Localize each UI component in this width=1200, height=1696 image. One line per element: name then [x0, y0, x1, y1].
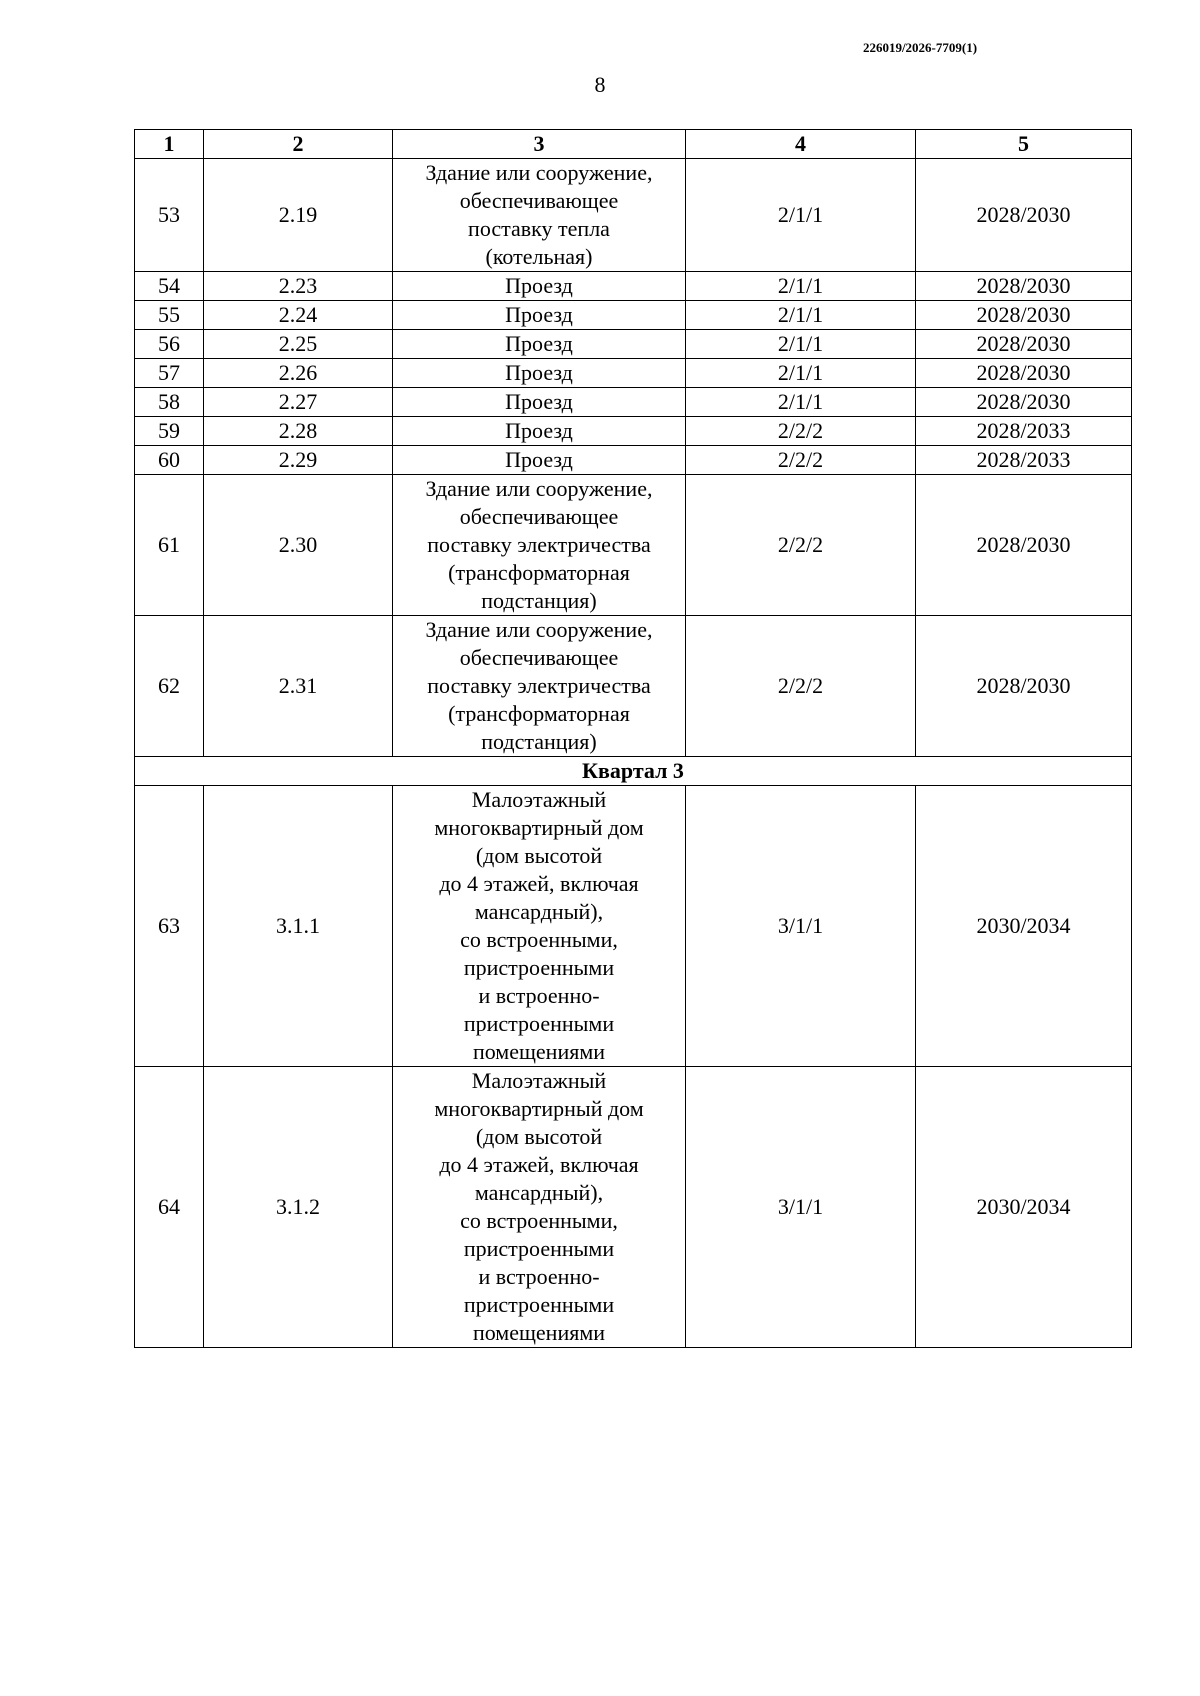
- cell-years: 2028/2030: [916, 272, 1132, 301]
- object-name-line: помещениями: [472, 1039, 606, 1064]
- cell-object-name: [393, 301, 686, 330]
- section-title: Квартал 3: [135, 757, 1132, 786]
- cell-years: 2028/2030: [916, 616, 1132, 757]
- object-name-line: (котельная): [485, 244, 593, 269]
- section-row: [135, 757, 1132, 786]
- cell-code: 2.26: [204, 359, 393, 388]
- cell-years: 2028/2030: [916, 330, 1132, 359]
- object-name-line: помещениями: [472, 1320, 606, 1345]
- object-name-line: (дом высотой: [475, 1124, 603, 1149]
- cell-number: 62: [135, 616, 204, 757]
- object-name-line: Здание или сооружение,: [425, 476, 653, 501]
- table-row: [135, 159, 1132, 272]
- column-header: 5: [916, 130, 1132, 159]
- object-name-line: Проезд: [505, 331, 573, 356]
- cell-number: 58: [135, 388, 204, 417]
- cell-years: 2028/2033: [916, 417, 1132, 446]
- object-name-line: обеспечивающее: [459, 645, 619, 670]
- table-row: [135, 786, 1132, 1067]
- object-name-line: пристроенными: [463, 955, 615, 980]
- object-name-line: со встроенными,: [460, 1208, 618, 1233]
- object-name-line: поставку электричества: [427, 673, 651, 698]
- table-row: [135, 475, 1132, 616]
- table-body-kvartal-3: [135, 786, 1132, 1348]
- object-name-line: поставку тепла: [468, 216, 610, 241]
- cell-code: 2.29: [204, 446, 393, 475]
- cell-number: 60: [135, 446, 204, 475]
- cell-stage: 2/1/1: [686, 388, 916, 417]
- data-table: [134, 129, 1132, 1348]
- cell-code: 2.19: [204, 159, 393, 272]
- object-name-line: поставку электричества: [427, 532, 651, 557]
- cell-code: 2.25: [204, 330, 393, 359]
- cell-number: 57: [135, 359, 204, 388]
- object-name-line: многоквартирный дом: [434, 815, 644, 840]
- cell-code: 2.24: [204, 301, 393, 330]
- object-name-line: (дом высотой: [475, 843, 603, 868]
- cell-object-name: [393, 388, 686, 417]
- cell-years: 2028/2030: [916, 475, 1132, 616]
- object-name-line: пристроенными: [463, 1236, 615, 1261]
- object-name-line: Проезд: [505, 273, 573, 298]
- table-row: [135, 301, 1132, 330]
- column-header: 4: [686, 130, 916, 159]
- cell-stage: 2/1/1: [686, 330, 916, 359]
- cell-number: 55: [135, 301, 204, 330]
- cell-stage: 2/1/1: [686, 159, 916, 272]
- object-name-line: Малоэтажный: [471, 1068, 607, 1093]
- object-name-line: пристроенными: [463, 1011, 615, 1036]
- object-name-line: Здание или сооружение,: [425, 617, 653, 642]
- cell-object-name: [393, 475, 686, 616]
- object-name-line: многоквартирный дом: [434, 1096, 644, 1121]
- object-name-line: (трансформаторная: [448, 560, 630, 585]
- table-row: [135, 1067, 1132, 1348]
- object-name-line: подстанция): [481, 588, 597, 613]
- object-name-line: Проезд: [505, 360, 573, 385]
- object-name-line: Проезд: [505, 447, 573, 472]
- cell-object-name: [393, 417, 686, 446]
- object-name-line: до 4 этажей, включая: [439, 1152, 639, 1177]
- cell-stage: 2/1/1: [686, 272, 916, 301]
- cell-years: 2030/2034: [916, 1067, 1132, 1348]
- object-name-line: (трансформаторная: [448, 701, 630, 726]
- object-name-line: Проезд: [505, 418, 573, 443]
- cell-number: 63: [135, 786, 204, 1067]
- table-row: [135, 446, 1132, 475]
- cell-years: 2028/2030: [916, 359, 1132, 388]
- cell-years: 2028/2030: [916, 388, 1132, 417]
- table-header: [135, 130, 1132, 159]
- cell-object-name: [393, 359, 686, 388]
- table-row: [135, 330, 1132, 359]
- cell-object-name: [393, 272, 686, 301]
- table-row: [135, 388, 1132, 417]
- cell-code: 3.1.2: [204, 1067, 393, 1348]
- table-row: [135, 272, 1132, 301]
- page-number: 8: [594, 72, 606, 97]
- cell-number: 61: [135, 475, 204, 616]
- cell-object-name: [393, 446, 686, 475]
- cell-code: 2.30: [204, 475, 393, 616]
- cell-years: 2030/2034: [916, 786, 1132, 1067]
- cell-stage: 2/2/2: [686, 475, 916, 616]
- cell-number: 56: [135, 330, 204, 359]
- column-header: 2: [204, 130, 393, 159]
- cell-years: 2028/2033: [916, 446, 1132, 475]
- table-row: [135, 359, 1132, 388]
- cell-code: 2.28: [204, 417, 393, 446]
- cell-stage: 2/2/2: [686, 446, 916, 475]
- cell-years: 2028/2030: [916, 301, 1132, 330]
- document-id: 226019/2026-7709(1): [862, 40, 978, 55]
- cell-code: 2.23: [204, 272, 393, 301]
- section-kvartal-3: [135, 757, 1132, 786]
- object-name-line: со встроенными,: [460, 927, 618, 952]
- cell-object-name: [393, 330, 686, 359]
- table-row: [135, 417, 1132, 446]
- cell-years: 2028/2030: [916, 159, 1132, 272]
- cell-number: 59: [135, 417, 204, 446]
- object-name-line: обеспечивающее: [459, 504, 619, 529]
- table-body-kvartal-2: [135, 159, 1132, 757]
- cell-object-name: [393, 159, 686, 272]
- object-name-line: Малоэтажный: [471, 787, 607, 812]
- object-name-line: и встроенно-: [478, 983, 600, 1008]
- cell-code: 2.27: [204, 388, 393, 417]
- object-name-line: пристроенными: [463, 1292, 615, 1317]
- object-name-line: подстанция): [481, 729, 597, 754]
- object-name-line: мансардный),: [474, 899, 604, 924]
- cell-stage: 2/2/2: [686, 616, 916, 757]
- cell-number: 64: [135, 1067, 204, 1348]
- table-row: [135, 616, 1132, 757]
- object-name-line: Проезд: [505, 389, 573, 414]
- cell-stage: 3/1/1: [686, 786, 916, 1067]
- column-header: 1: [135, 130, 204, 159]
- object-name-line: Проезд: [505, 302, 573, 327]
- cell-code: 3.1.1: [204, 786, 393, 1067]
- object-name-line: мансардный),: [474, 1180, 604, 1205]
- cell-object-name: [393, 616, 686, 757]
- cell-number: 54: [135, 272, 204, 301]
- cell-number: 53: [135, 159, 204, 272]
- object-name-line: Здание или сооружение,: [425, 160, 653, 185]
- object-name-line: обеспечивающее: [459, 188, 619, 213]
- cell-stage: 2/1/1: [686, 301, 916, 330]
- cell-stage: 3/1/1: [686, 1067, 916, 1348]
- cell-code: 2.31: [204, 616, 393, 757]
- object-name-line: и встроенно-: [478, 1264, 600, 1289]
- cell-stage: 2/2/2: [686, 417, 916, 446]
- object-name-line: до 4 этажей, включая: [439, 871, 639, 896]
- cell-stage: 2/1/1: [686, 359, 916, 388]
- cell-object-name: [393, 1067, 686, 1348]
- header-row: [135, 130, 1132, 159]
- column-header: 3: [393, 130, 686, 159]
- cell-object-name: [393, 786, 686, 1067]
